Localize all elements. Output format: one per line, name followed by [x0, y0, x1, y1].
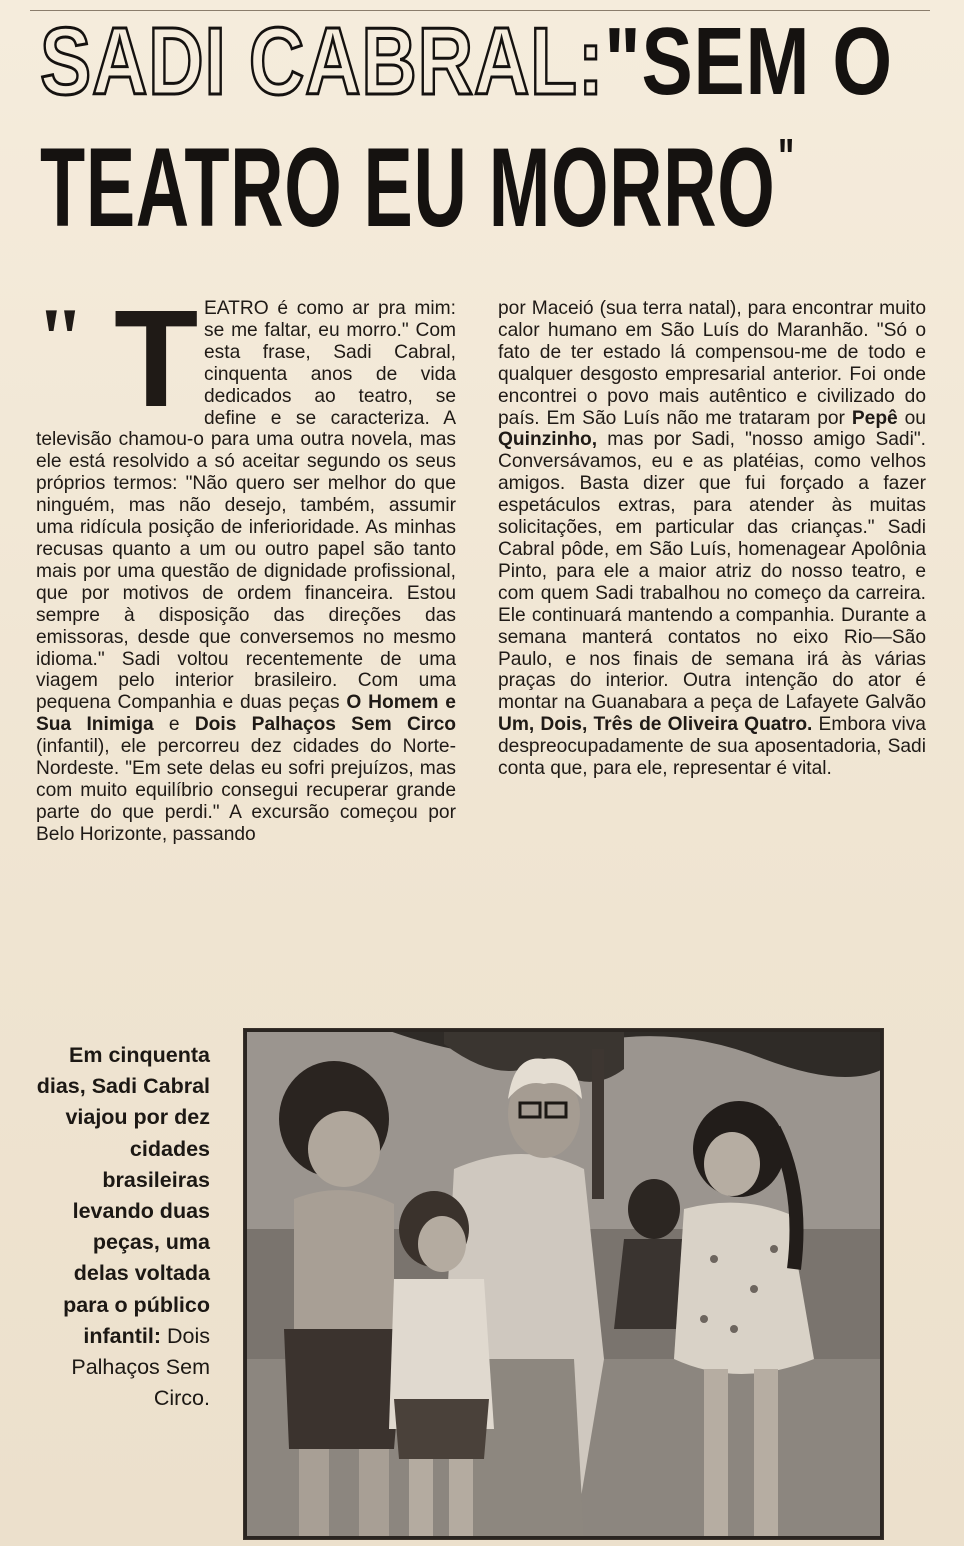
play-title-homem: O Homem e Sua Inimiga: [36, 692, 456, 736]
article-column-2: [498, 298, 926, 780]
headline-line-2: [40, 125, 795, 250]
column-2-text-a: por Maceió (sua terra natal), para encontrar muito calor humano em São Luís do Maranhão. "Só o fato de ter estado lá compensou-me de todo e qualquer desgosto empresarial anterior. Foi onde encontrei o povo mais autêntico e civilizado do país. Em São Luís não me trataram por: [498, 298, 926, 429]
drop-cap-quote: ": [36, 291, 79, 388]
play-title-oliveira: Um, Dois, Três de Oliveira Quatro.: [498, 714, 813, 736]
column-2-paragraph: [498, 298, 926, 780]
drop-cap-letter: T: [114, 282, 199, 436]
column-2-text-c: Embora viva despreocupadamente de sua aposentadoria, Sadi conta que, para ele, representar é vital.: [498, 714, 926, 780]
headline-line-2-text: TEATRO EU MORRO: [40, 125, 776, 250]
nickname-pepe: Pepê: [851, 407, 898, 429]
column-1-conjunction: e: [168, 714, 180, 736]
caption-regular-text: Dois Palhaços Sem Circo.: [71, 1323, 210, 1411]
drop-cap: [36, 282, 199, 436]
column-1-tail-text: (infantil), ele percorreu dez cidades do Norte-Nordeste. "Em sete delas eu sofri prejuízos, mas com muito equilíbrio consegui recuperar grande parte do que perdi." A excursão começou por Belo Horizonte, passando: [36, 736, 456, 845]
play-title-palhacos: Dois Palhaços Sem Circo: [194, 714, 457, 736]
column-1-lead-text: EATRO é como ar pra mim: se me faltar, eu morro." Com esta frase, Sadi Cabral, cinquenta anos de vida dedicados ao teatro, se define e se caracteriza. A televisão chamou-o para uma outra novela, mas ele está resolvido a só aceitar segundo os seus próprios termos: "Não quero ser melhor do que ninguém, mas não desejo, também, assumir uma ridícula posição de inferioridade. As minhas recusas quanto a um ou outro papel são tanto mais por uma questão de dignidade profissional, que por motivos de ordem financeira. Estou sempre à disposição das direções das emissoras, desde que conversemos no mesmo idioma." Sadi voltou recentemente de uma viagem pelo interior brasileiro. Com uma pequena Companhia e duas peças: [36, 298, 456, 714]
photo-illustration: [244, 1029, 883, 1539]
headline-part-1: SADI CABRAL:: [40, 8, 605, 115]
article-column-1: [36, 282, 457, 846]
headline: [40, 8, 940, 250]
headline-part-2: "SEM O: [604, 8, 893, 115]
headline-line-1: [40, 8, 893, 132]
column-2-text-b: mas por Sadi, "nosso amigo Sadi". Conversávamos, eu e as platéias, como velhos amigos. Basta dizer que fui forçado a fazer espetáculos extras, para atender às muitas solicitações, em particular das crianças." Sadi Cabral pôde, em São Luís, homenagear Apolônia Pinto, para ele a maior atriz do nosso teatro, e com quem Sadi trabalhou no começo da carreira. Ele continuará mantendo a companhia. Durante a semana manterá contatos no eixo Rio—São Paulo, e nos finais de semana irá às várias praças do interior. Outra intenção do ator é montar na Guanabara a peça de Lafayete Galvão: [498, 429, 926, 714]
caption-bold-text: Em cinquenta dias, Sadi Cabral viajou por dez cidades brasileiras levando duas peças, uma delas voltada para o público infantil:: [36, 1043, 210, 1348]
headline-closing-quote: ": [778, 129, 795, 187]
photo-elderly-man-with-children: [243, 1028, 884, 1540]
column-2-conjunction: ou: [904, 407, 926, 429]
photo-caption: [36, 1040, 210, 1414]
nickname-quinzinho: Quinzinho,: [498, 429, 598, 451]
